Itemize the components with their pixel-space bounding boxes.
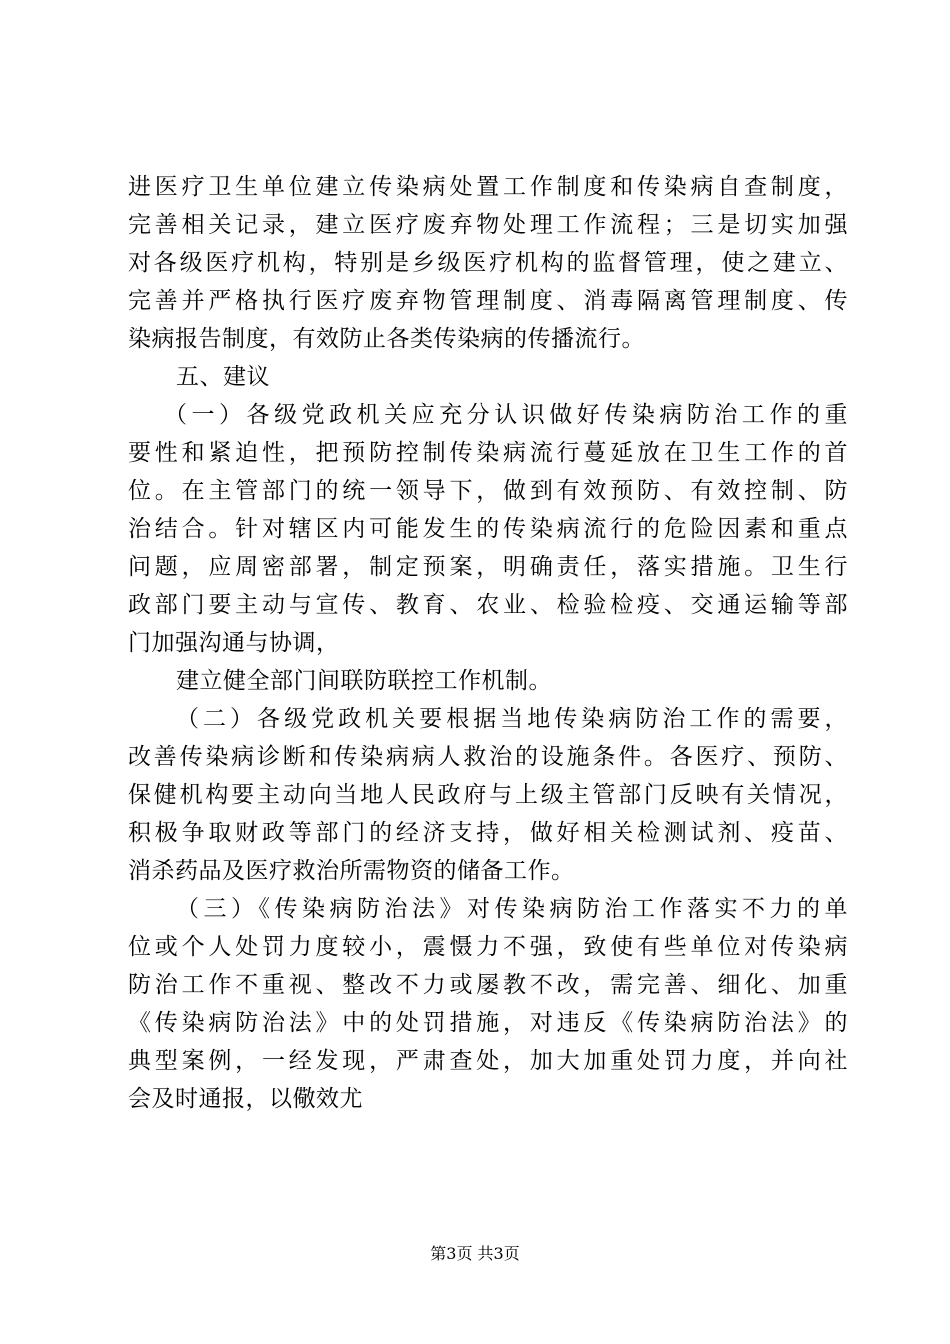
- text-line: 会及时通报，以儆效尤: [128, 1086, 363, 1112]
- text-line: （三）《传染病防治法》对传染病防治工作落实不力的单: [176, 896, 848, 922]
- text-line: 完善并严格执行医疗废弃物管理制度、消毒隔离管理制度、传: [128, 288, 848, 314]
- text-line: 改善传染病诊断和传染病病人救治的设施条件。各医疗、预防、: [128, 744, 848, 770]
- text-line: （二）各级党政机关要根据当地传染病防治工作的需要，: [176, 706, 848, 732]
- text-line: 治结合。针对辖区内可能发生的传染病流行的危险因素和重点: [128, 516, 848, 542]
- text-line: 保健机构要主动向当地人民政府与上级主管部门反映有关情况，: [128, 782, 848, 808]
- page-number-label: 第3页 共3页: [430, 1244, 520, 1263]
- text-line: （一）各级党政机关应充分认识做好传染病防治工作的重: [164, 402, 848, 428]
- text-line: 《传染病防治法》中的处罚措施，对违反《传染病防治法》的: [128, 1010, 848, 1036]
- text-line: 要性和紧迫性，把预防控制传染病流行蔓延放在卫生工作的首: [128, 440, 848, 466]
- text-line: 完善相关记录，建立医疗废弃物处理工作流程；三是切实加强: [128, 212, 848, 238]
- text-line: 进医疗卫生单位建立传染病处置工作制度和传染病自查制度，: [128, 174, 848, 200]
- text-line: 政部门要主动与宣传、教育、农业、检验检疫、交通运输等部: [128, 592, 848, 618]
- text-line: 位。在主管部门的统一领导下，做到有效预防、有效控制、防: [128, 478, 848, 504]
- text-line: 对各级医疗机构，特别是乡级医疗机构的监督管理，使之建立、: [128, 250, 848, 276]
- text-line: 消杀药品及医疗救治所需物资的储备工作。: [128, 858, 575, 884]
- text-line: 积极争取财政等部门的经济支持，做好相关检测试剂、疫苗、: [128, 820, 848, 846]
- page-footer: [0, 1242, 950, 1266]
- text-line: 典型案例，一经发现，严肃查处，加大加重处罚力度，并向社: [128, 1048, 848, 1074]
- text-line: 染病报告制度，有效防止各类传染病的传播流行。: [128, 326, 645, 352]
- text-line: 问题，应周密部署，制定预案，明确责任，落实措施。卫生行: [128, 554, 848, 580]
- text-line: 建立健全部门间联防联控工作机制。: [176, 668, 552, 694]
- text-line: 防治工作不重视、整改不力或屡教不改，需完善、细化、加重: [128, 972, 848, 998]
- document-body: [128, 168, 848, 1118]
- text-line: 位或个人处罚力度较小，震慑力不强，致使有些单位对传染病: [128, 934, 848, 960]
- text-line: 门加强沟通与协调，: [128, 630, 340, 656]
- section-heading: 五、建议: [176, 364, 270, 390]
